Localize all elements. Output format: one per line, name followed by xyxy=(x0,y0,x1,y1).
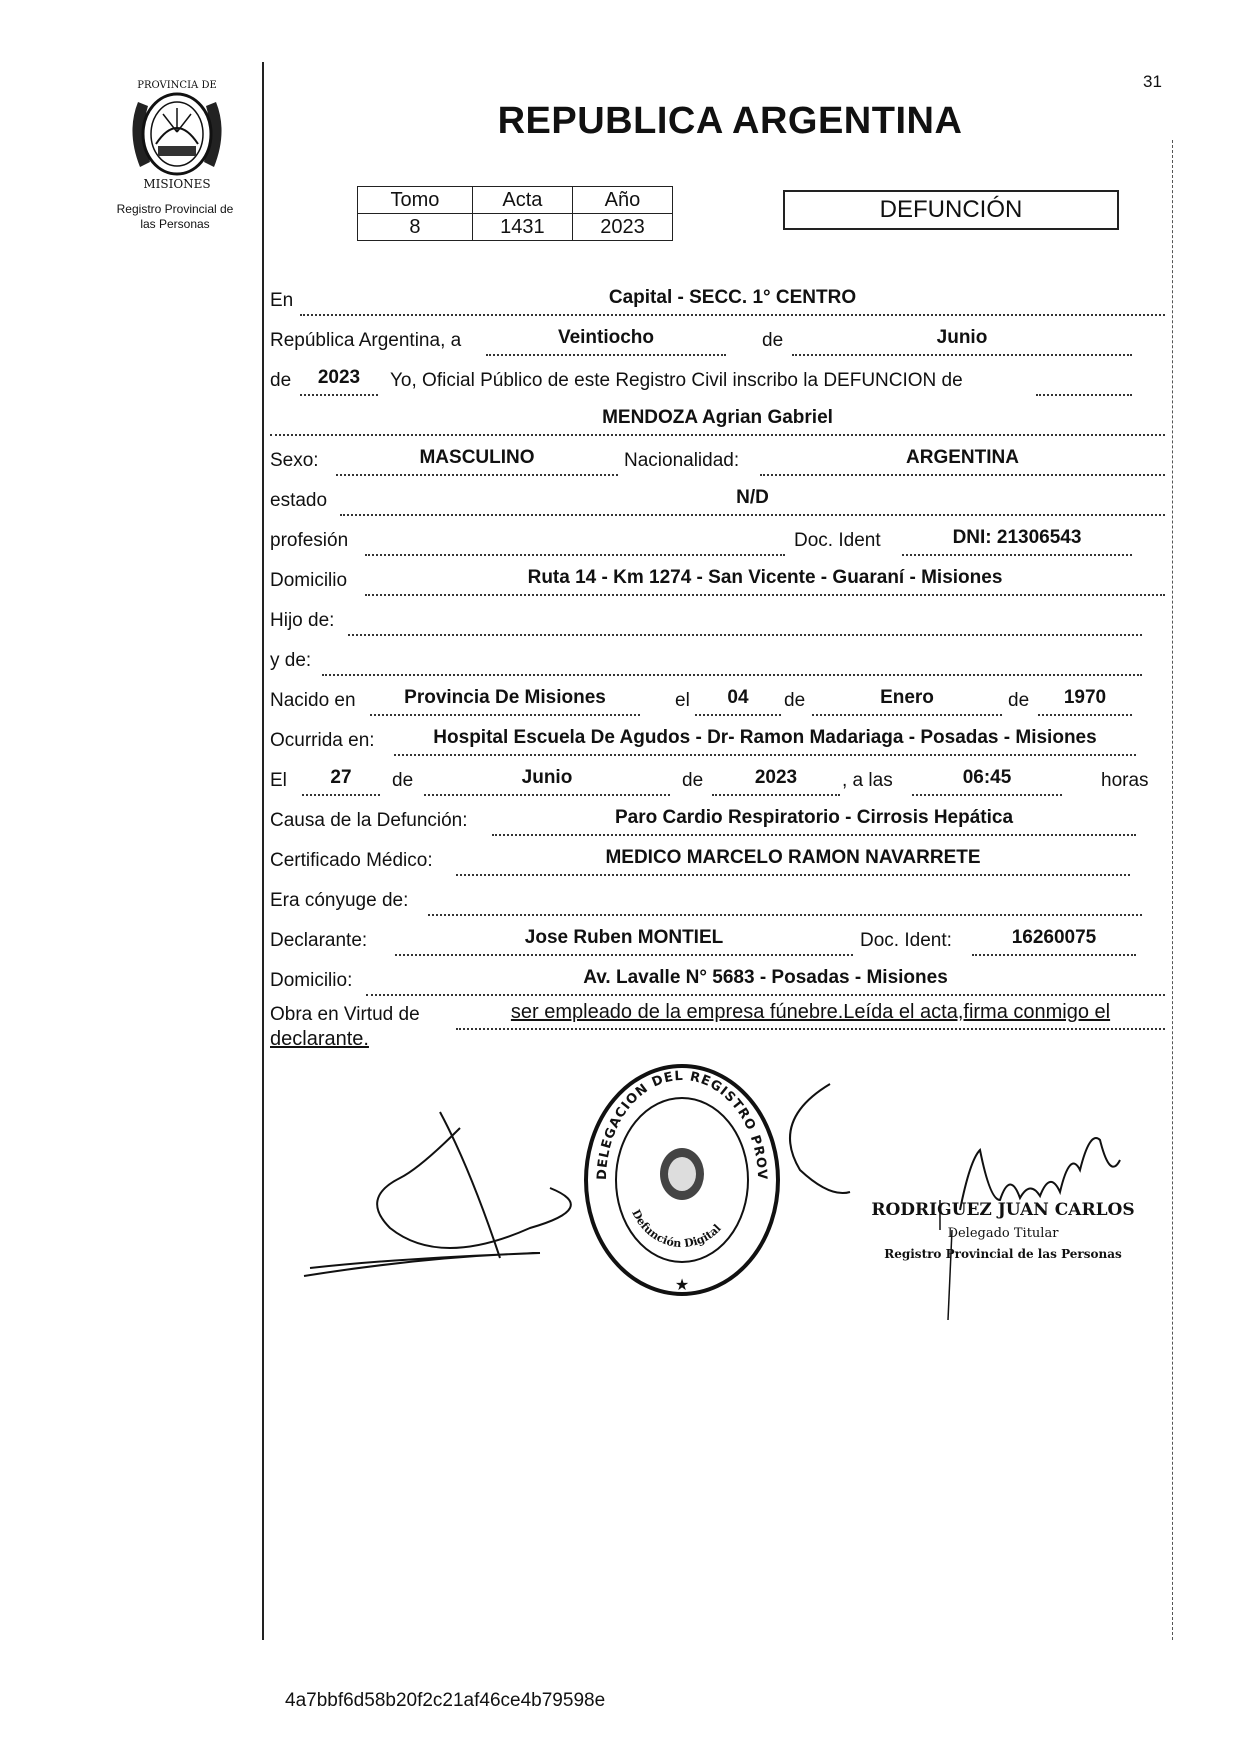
value-anio: 2023 xyxy=(317,367,361,388)
value-nac-mes: Enero xyxy=(880,687,934,708)
label-inscribo: Yo, Oficial Público de este Registro Civil inscribo la DEFUNCION de xyxy=(390,370,963,391)
page-number: 31 xyxy=(1143,72,1162,91)
page-title: REPUBLICA ARGENTINA xyxy=(497,100,963,142)
label-certificado: Certificado Médico: xyxy=(270,850,433,871)
header-acta: Acta xyxy=(472,187,572,214)
label-doc-ident: Doc. Ident xyxy=(794,530,881,551)
label-de-3: de xyxy=(784,690,806,711)
value-nombre: MENDOZA Agrian Gabriel xyxy=(602,407,833,428)
label-de-4: de xyxy=(1008,690,1030,711)
right-margin-line xyxy=(1172,140,1173,1640)
value-def-hora: 06:45 xyxy=(962,767,1012,788)
label-obra: Obra en Virtud de xyxy=(270,1004,420,1025)
header-tomo: Tomo xyxy=(358,187,473,214)
label-causa: Causa de la Defunción: xyxy=(270,810,468,831)
label-el: el xyxy=(675,690,690,711)
value-def-anio: 2023 xyxy=(754,767,798,788)
label-domicilio: Domicilio xyxy=(270,570,348,591)
value-nacionalidad: ARGENTINA xyxy=(906,447,1019,468)
label-y-de: y de: xyxy=(270,650,312,671)
label-sexo: Sexo: xyxy=(270,450,319,471)
value-nac-anio: 1970 xyxy=(1063,687,1107,708)
value-nacido-en: Provincia De Misiones xyxy=(404,687,606,708)
label-de-6: de xyxy=(682,770,704,791)
value-declarante: Jose Ruben MONTIEL xyxy=(524,927,724,948)
label-nacionalidad: Nacionalidad: xyxy=(624,450,740,471)
value-domicilio: Ruta 14 - Km 1274 - San Vicente - Guaraní - Misiones xyxy=(527,567,1003,588)
label-de-5: de xyxy=(392,770,414,791)
value-obra-linea-1: ser empleado de la empresa fúnebre.Leída el acta,firma conmigo el xyxy=(510,1001,1111,1023)
value-certificado: MEDICO MARCELO RAMON NAVARRETE xyxy=(605,847,981,868)
emblem-bottom-text: MISIONES xyxy=(143,177,211,191)
label-nacido-en: Nacido en xyxy=(270,690,356,711)
value-mes: Junio xyxy=(936,327,988,348)
value-nac-dia: 04 xyxy=(727,687,749,708)
value-lugar: Capital - SECC. 1° CENTRO xyxy=(608,287,857,308)
value-obra-linea-2: declarante. xyxy=(270,1028,369,1050)
header-anio: Año xyxy=(572,187,672,214)
value-ocurrida: Hospital Escuela De Agudos - Dr- Ramon Madariaga - Posadas - Misiones xyxy=(433,727,1097,748)
label-estado: estado xyxy=(270,490,328,511)
seal-inner-text: Defunción Digital xyxy=(629,1207,724,1251)
label-doc-ident-2: Doc. Ident: xyxy=(860,930,952,951)
value-declarante-domicilio: Av. Lavalle N° 5683 - Posadas - Misiones xyxy=(583,967,948,988)
label-de-2: de xyxy=(270,370,292,391)
label-domicilio-2: Domicilio: xyxy=(270,970,353,991)
province-emblem xyxy=(118,72,236,192)
value-declarante-doc: 16260075 xyxy=(1011,927,1097,948)
value-tomo: 8 xyxy=(358,214,473,241)
signature-loop xyxy=(770,1080,880,1200)
official-seal xyxy=(582,1062,782,1298)
label-ocurrida: Ocurrida en: xyxy=(270,730,375,751)
value-acta: 1431 xyxy=(472,214,572,241)
value-sexo: MASCULINO xyxy=(419,447,535,468)
label-a-las: , a las xyxy=(842,770,893,791)
official-name: RODRIGUEZ JUAN CARLOS xyxy=(871,1200,1135,1220)
value-estado: N/D xyxy=(736,487,769,508)
declarante-signature xyxy=(300,1108,600,1288)
label-republica: República Argentina, a xyxy=(270,330,462,351)
svg-text:★: ★ xyxy=(674,1277,690,1294)
label-horas: horas xyxy=(1101,770,1149,791)
office-name: Registro Provincial de las Personas xyxy=(116,202,234,231)
value-def-dia: 27 xyxy=(330,767,352,788)
official-office: Registro Provincial de las Personas xyxy=(884,1247,1122,1261)
svg-text:Defunción Digital xyxy=(629,1207,724,1250)
value-causa: Paro Cardio Respiratorio - Cirrosis Hepática xyxy=(614,807,1014,828)
act-type-box: DEFUNCIÓN xyxy=(783,190,1119,230)
value-def-mes: Junio xyxy=(521,767,573,788)
emblem-top-text: PROVINCIA DE xyxy=(137,80,217,91)
left-margin-line xyxy=(262,62,264,1640)
register-table xyxy=(357,186,673,241)
label-el-2: El xyxy=(270,770,287,791)
official-block xyxy=(868,1200,1138,1261)
value-dia-letras: Veintiocho xyxy=(557,327,655,348)
label-declarante: Declarante: xyxy=(270,930,368,951)
document-hash: 4a7bbf6d58b20f2c21af46ce4b79598e xyxy=(285,1690,606,1711)
seal-outer-text: DELEGACION DEL REGISTRO PROV xyxy=(594,1068,770,1181)
official-role: Delegado Titular xyxy=(947,1226,1059,1241)
label-de-1: de xyxy=(762,330,784,351)
value-anio: 2023 xyxy=(572,214,672,241)
label-profesion: profesión xyxy=(270,530,349,551)
value-dni: DNI: 21306543 xyxy=(952,527,1082,548)
label-hijo-de: Hijo de: xyxy=(270,610,335,631)
label-conyuge: Era cónyuge de: xyxy=(270,890,409,911)
label-en: En xyxy=(270,290,294,311)
